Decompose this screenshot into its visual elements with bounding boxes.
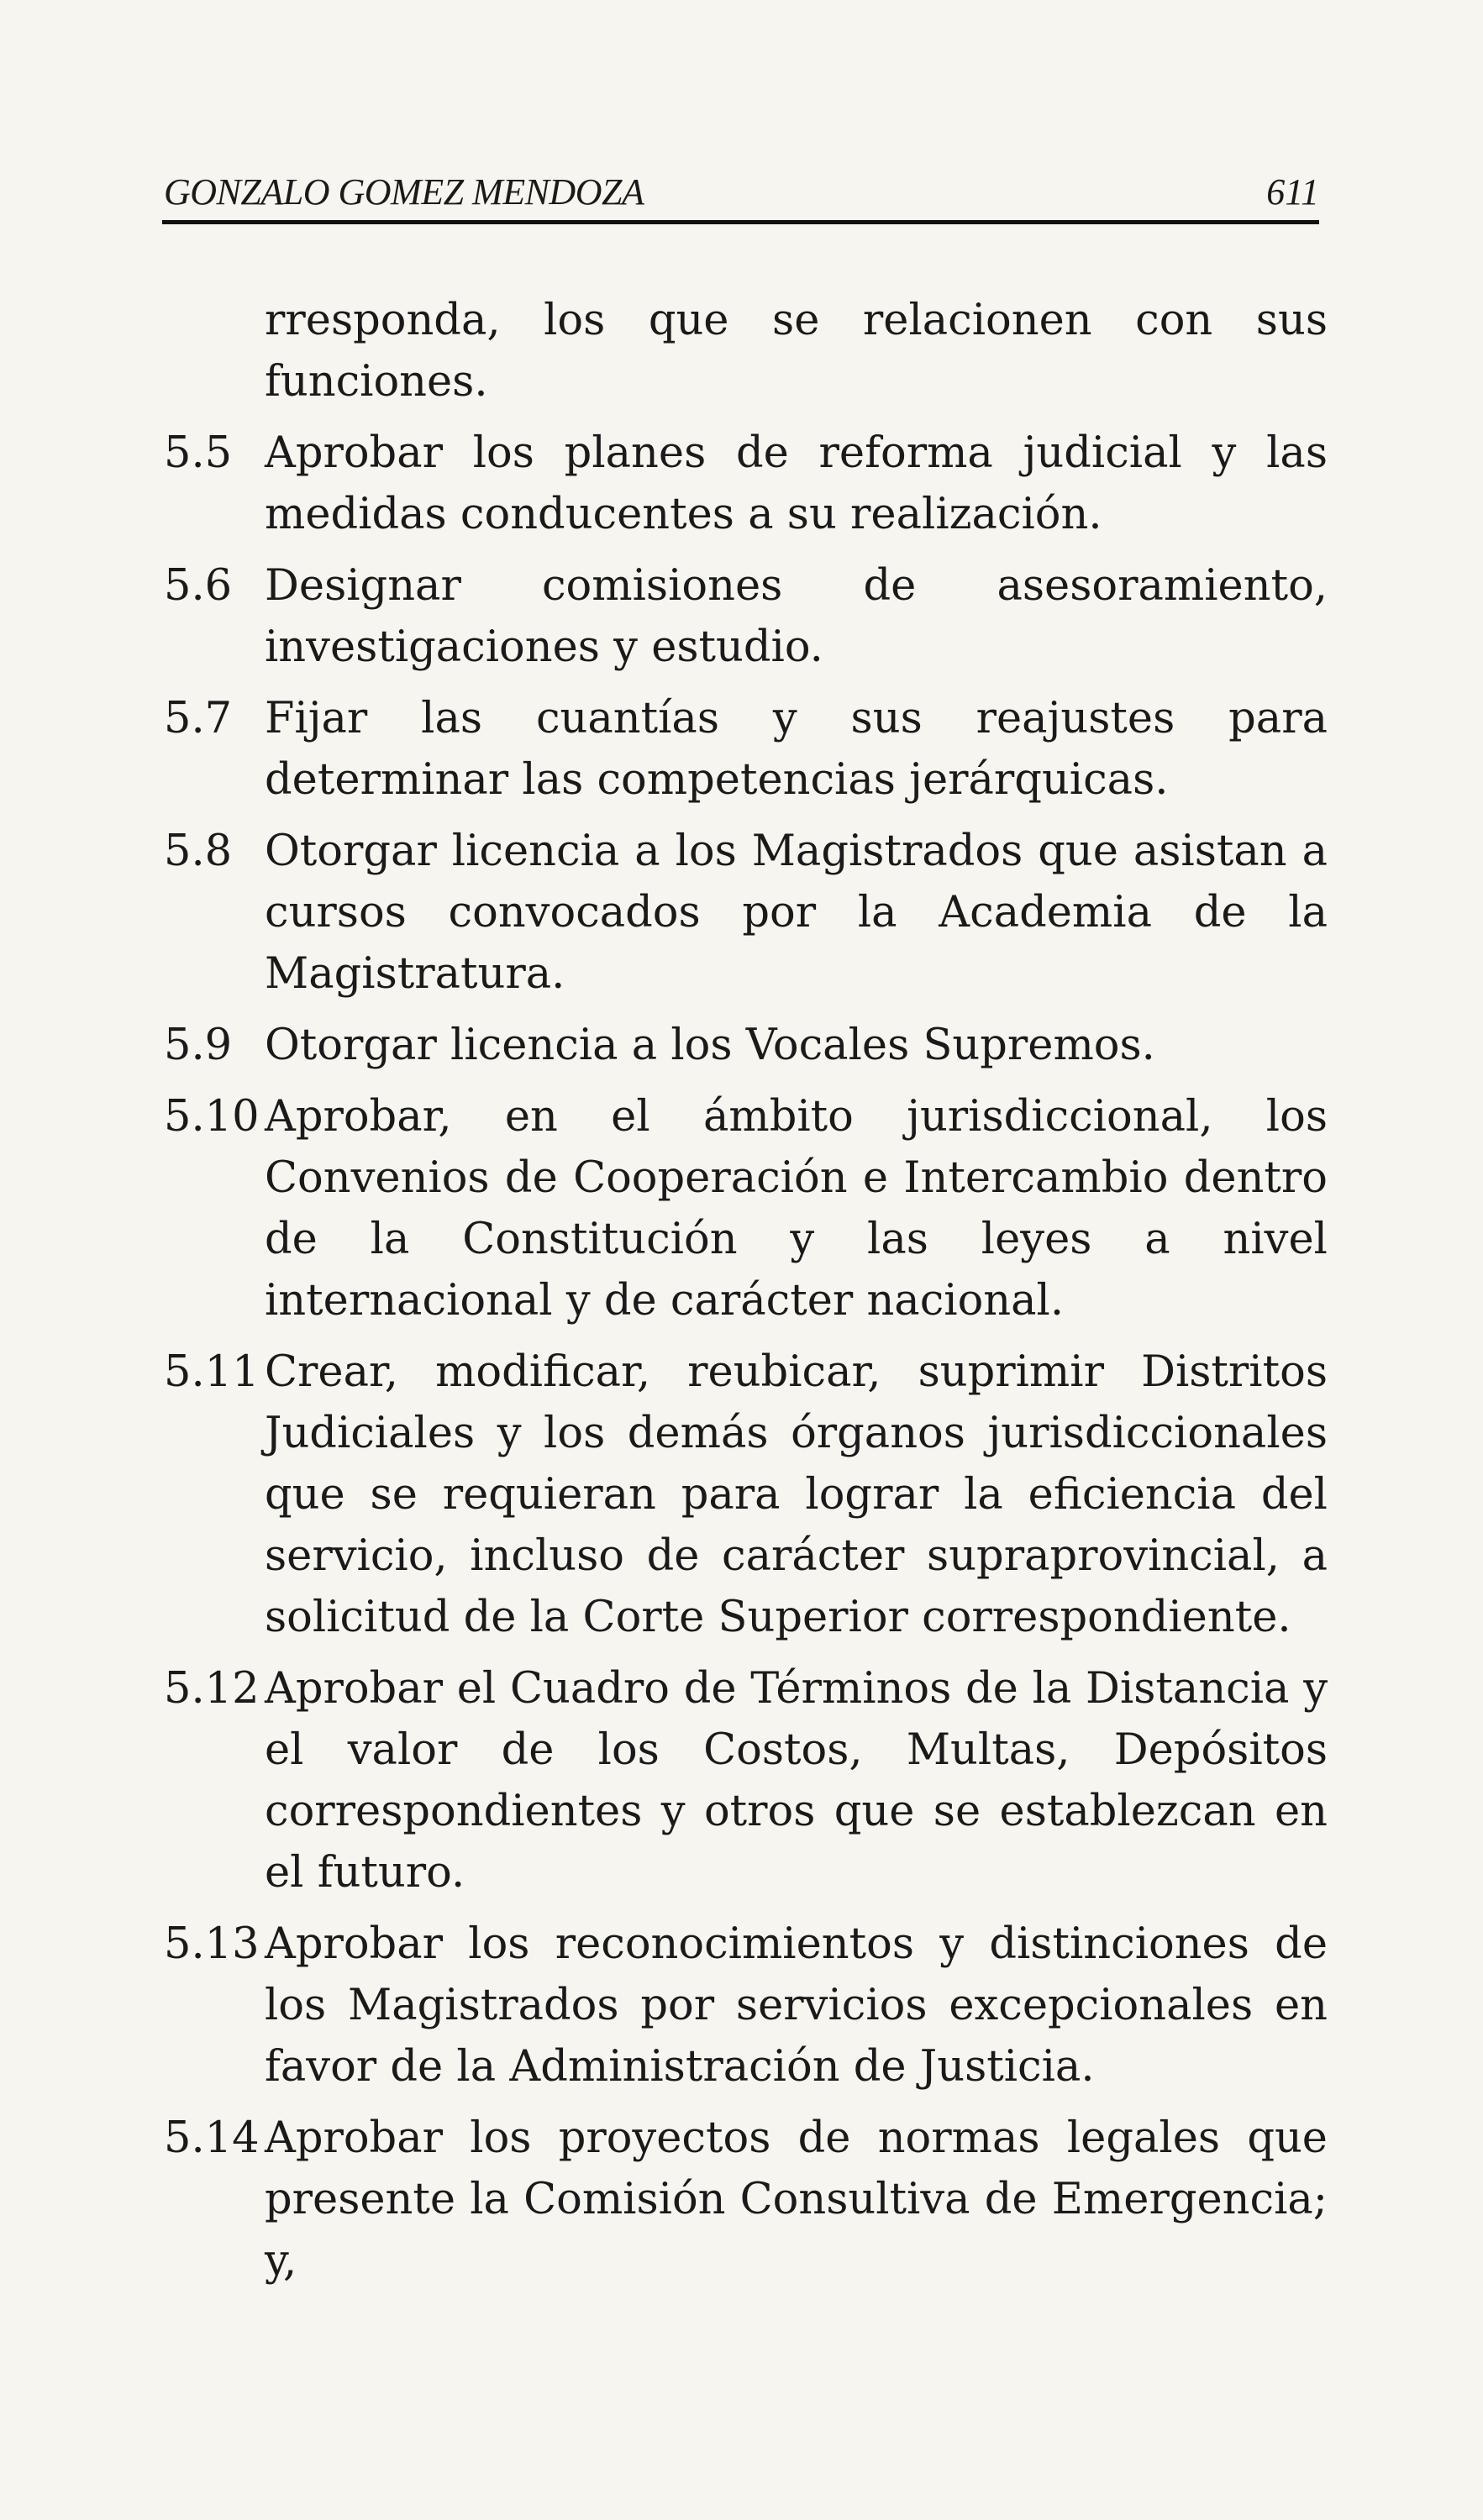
item-text: Aprobar los proyectos de normas legales que presente la Comisión Consultiva de Emergencia; y,	[265, 2113, 1328, 2286]
list-item	[164, 1086, 1328, 1331]
item-text: Crear, modificar, reubicar, suprimir Distritos Judiciales y los demás órganos jurisdiccionales que se requieran para lograr la eficiencia del servicio, incluso de carácter supraprovincial, a solicitud de la Corte Superior correspondiente.	[265, 1347, 1328, 1642]
item-text: Aprobar los planes de reforma judicial y las medidas conducentes a su realización.	[265, 428, 1328, 539]
page-body	[164, 290, 1328, 2302]
item-number: 5.9	[164, 1021, 233, 1070]
header-rule	[162, 220, 1319, 224]
list-item	[164, 688, 1328, 811]
item-number: 5.13	[164, 1919, 260, 1969]
item-number: 5.5	[164, 428, 233, 478]
list-item	[164, 555, 1328, 678]
item-number: 5.10	[164, 1092, 260, 1142]
item-number: 5.14	[164, 2113, 260, 2163]
list-item	[164, 1658, 1328, 1903]
running-header	[164, 166, 1319, 217]
item-text: Otorgar licencia a los Vocales Supremos.	[265, 1021, 1155, 1070]
list-item	[164, 1341, 1328, 1648]
item-text: Aprobar, en el ámbito jurisdiccional, los Convenios de Cooperación e Intercambio dentro de la Constitución y las leyes a nivel internacional y de carácter nacional.	[265, 1092, 1328, 1326]
item-number: 5.11	[164, 1347, 260, 1397]
item-text: Aprobar los reconocimientos y distinciones de los Magistrados por servicios excepcionales en favor de la Administración de Justicia.	[265, 1919, 1328, 2092]
item-text: Designar comisiones de asesoramiento, investigaciones y estudio.	[265, 561, 1328, 672]
item-text: Otorgar licencia a los Magistrados que asistan a cursos convocados por la Academia de la Magistratura.	[265, 827, 1328, 999]
list-item	[164, 2108, 1328, 2292]
list-item	[164, 1914, 1328, 2097]
page-number: 611	[1266, 171, 1319, 213]
item-number: 5.8	[164, 827, 233, 876]
item-text: Aprobar el Cuadro de Términos de la Distancia y el valor de los Costos, Multas, Depósitos correspondientes y otros que se establezcan en el futuro.	[265, 1664, 1328, 1898]
item-number: 5.7	[164, 694, 233, 743]
list-item	[164, 1015, 1328, 1076]
continued-paragraph	[164, 290, 1328, 412]
list-item	[164, 821, 1328, 1005]
item-text: Fijar las cuantías y sus reajustes para determinar las competencias jerárquicas.	[265, 694, 1328, 805]
item-number: 5.12	[164, 1664, 260, 1714]
item-number: 5.6	[164, 561, 233, 611]
list-item	[164, 423, 1328, 545]
header-author: GONZALO GOMEZ MENDOZA	[164, 171, 644, 213]
continued-text: rresponda, los que se relacionen con sus funciones.	[265, 296, 1328, 407]
